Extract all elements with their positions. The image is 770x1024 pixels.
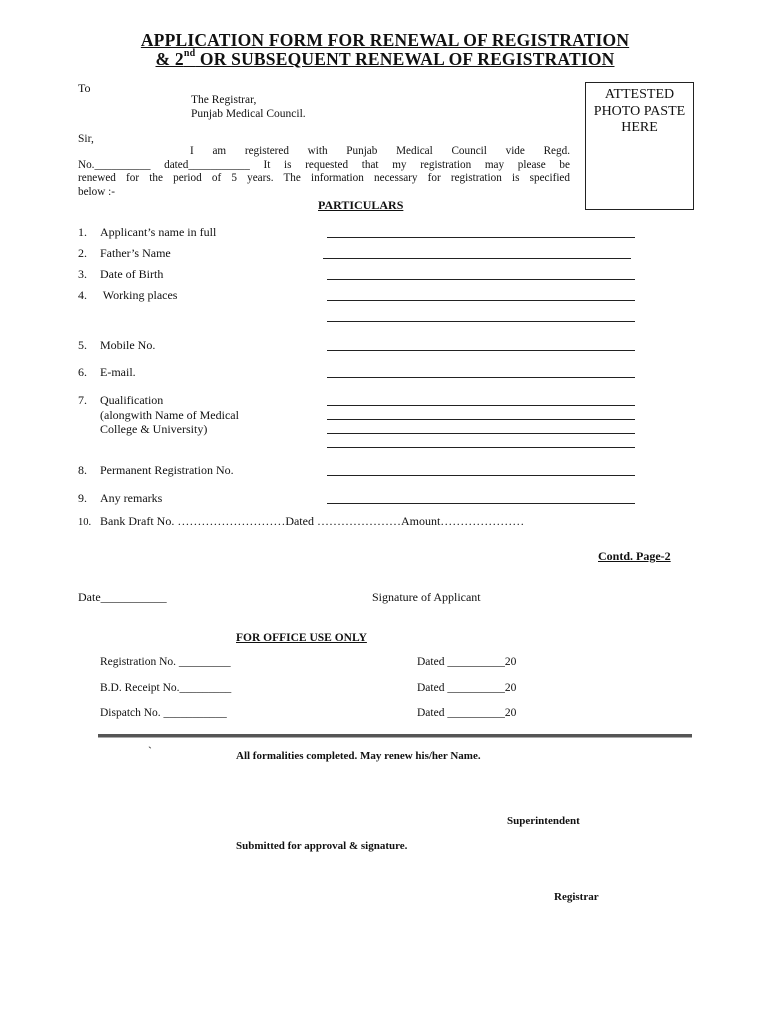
permanent-registration-line[interactable] [327,475,635,476]
qualification-line-3[interactable] [327,433,635,434]
mobile-no-line[interactable] [327,350,635,351]
bd-receipt-no-field[interactable]: B.D. Receipt No._________ [100,682,232,694]
field-date-of-birth: 3. Date of Birth [78,267,164,281]
field-permanent-registration: 8. Permanent Registration No. [78,463,234,477]
dispatch-no-field[interactable]: Dispatch No. ___________ [100,707,227,719]
date-of-birth-line[interactable] [327,279,635,280]
dispatch-dated-field[interactable]: Dated __________20 [417,707,517,719]
paragraph-line2: No.__________ dated___________ It is requested that my registration may please be [78,158,570,171]
superintendent-label: Superintendent [507,815,580,827]
continued-note: Contd. Page-2 [598,549,671,563]
particulars-heading: PARTICULARS [318,198,404,212]
form-title-line2: & 2nd OR SUBSEQUENT RENEWAL OF REGISTRATION [155,48,615,69]
divider [98,734,692,738]
qualification-line-4[interactable] [327,447,635,448]
bd-receipt-dated-field[interactable]: Dated __________20 [417,682,517,694]
field-qualification: 7. Qualification [78,393,164,407]
field-applicant-name: 1. Applicant’s name in full [78,225,217,239]
address-line1: The Registrar, [191,94,257,106]
stray-mark: ` [148,744,152,758]
qualification-line-2[interactable] [327,419,635,420]
photo-box-line1: ATTESTED [604,87,675,102]
submitted-note: Submitted for approval & signature. [236,840,408,852]
photo-paste-box[interactable] [585,82,694,210]
qualification-line-1[interactable] [327,405,635,406]
paragraph-line3: renewed for the period of 5 years. The information necessary for registration is specified [78,172,570,184]
father-name-line[interactable] [323,258,631,259]
applicant-name-line[interactable] [327,237,635,238]
office-use-heading: FOR OFFICE USE ONLY [236,632,367,644]
formalities-note: All formalities completed. May renew his/her Name. [236,750,481,762]
form-title-line1: APPLICATION FORM FOR RENEWAL OF REGISTRATION [140,30,630,50]
photo-box-line2: PHOTO PASTE [593,103,686,119]
registration-no-field[interactable]: Registration No. _________ [100,656,231,668]
field-email: 6. E-mail. [78,365,136,379]
field-father-name: 2. Father’s Name [78,246,171,260]
any-remarks-line[interactable] [327,503,635,504]
salutation: Sir, [78,133,94,145]
date-field[interactable]: Date___________ [78,590,167,604]
working-places-line-1[interactable] [327,300,635,301]
qualification-note-1: (alongwith Name of Medical [100,408,239,422]
photo-box-line3: HERE [621,120,658,135]
signature-label: Signature of Applicant [372,590,481,604]
field-bank-draft[interactable]: 10. Bank Draft No. ………………………Dated …………………Amount………………… [78,514,525,528]
field-working-places: 4. Working places [78,288,178,302]
email-line[interactable] [327,377,635,378]
paragraph-line4: below :- [78,185,115,198]
registration-dated-field[interactable]: Dated __________20 [417,656,517,668]
field-any-remarks: 9. Any remarks [78,491,163,505]
request-paragraph [78,145,570,199]
qualification-note-2: College & University) [100,422,208,436]
field-mobile-no: 5. Mobile No. [78,338,156,352]
working-places-line-2[interactable] [327,321,635,322]
paragraph-line1: I am registered with Punjab Medical Council vide Regd. [190,145,570,157]
registrar-label: Registrar [554,891,599,903]
address-line2: Punjab Medical Council. [191,108,306,120]
to-label: To [78,81,91,95]
